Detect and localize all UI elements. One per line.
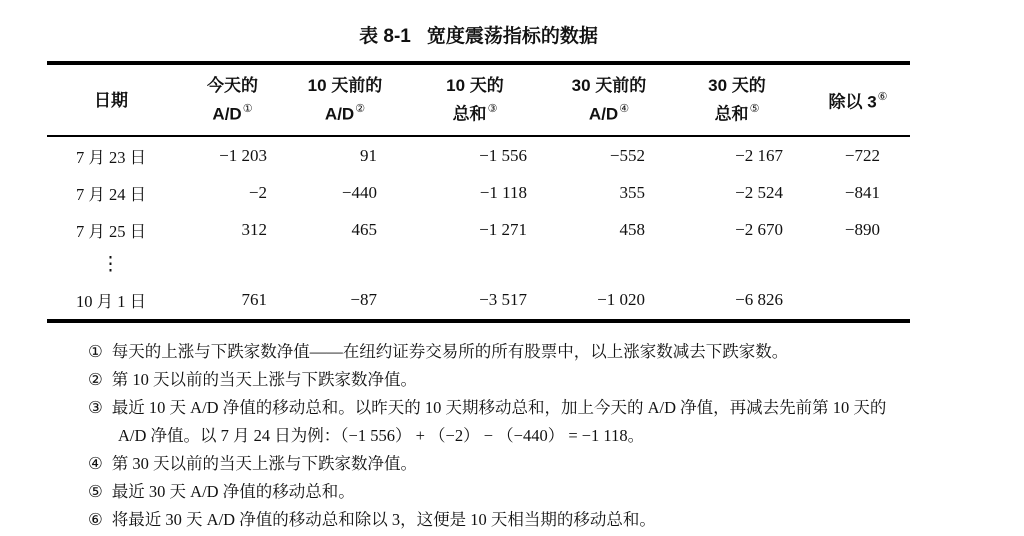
header-10days-ago-ad: 10 天前的 A/D② bbox=[290, 63, 400, 136]
cell-30days-ago-ad: −552 bbox=[609, 145, 645, 165]
table-row bbox=[47, 281, 910, 321]
cell-30days-ago-ad: −1 020 bbox=[597, 290, 645, 309]
cell-10day-sum: −1 118 bbox=[479, 182, 527, 202]
cell-date: 7 月 24 日 bbox=[75, 184, 147, 204]
table-row bbox=[47, 136, 910, 174]
footnote-2 bbox=[88, 366, 910, 394]
footnote-text: 最近 30 天 A/D 净值的移动总和。 bbox=[111, 482, 355, 501]
header-date: 日期 bbox=[47, 63, 175, 136]
breadth-oscillator-table bbox=[47, 61, 910, 323]
header-30days-ago-ad: 30 天前的 A/D④ bbox=[550, 63, 668, 136]
cell-empty bbox=[175, 248, 290, 281]
footnote-ref-6: ⑥ bbox=[877, 90, 888, 103]
cell-empty bbox=[550, 248, 668, 281]
footnote-marker: ③ bbox=[88, 398, 103, 417]
header-30day-sum: 30 天的 总和⑤ bbox=[668, 63, 806, 136]
cell-divided-by-3: −722 bbox=[844, 145, 880, 165]
footnote-text: 最近 10 天 A/D 净值的移动总和。以昨天的 10 天期移动总和，加上今天的 A/D 净值，再减去先前第 10 天的 A/D 净值。以 7 月 24 日为例：（−1 556） + （−2） − （−440） = −1 118。 bbox=[111, 398, 887, 445]
cell-divided-by-3: −890 bbox=[844, 219, 880, 239]
cell-30day-sum: −2 524 bbox=[735, 182, 783, 202]
footnote-ref-3: ③ bbox=[487, 103, 498, 116]
cell-empty bbox=[400, 248, 550, 281]
cell-divided-by-3: −841 bbox=[844, 182, 880, 202]
footnote-ref-5: ⑤ bbox=[749, 103, 760, 116]
footnote-ref-1: ① bbox=[242, 103, 253, 116]
header-today-ad: 今天的 A/D① bbox=[175, 63, 290, 136]
footnotes bbox=[88, 338, 910, 534]
cell-divided-by-3 bbox=[806, 281, 910, 321]
footnote-text: 将最近 30 天 A/D 净值的移动总和除以 3，这便是 10 天相当期的移动总和。 bbox=[111, 510, 656, 529]
header-divided-by-3: 除以 3⑥ bbox=[806, 63, 910, 136]
footnote-4 bbox=[88, 450, 910, 478]
page-title bbox=[47, 24, 910, 50]
cell-30days-ago-ad: 458 bbox=[619, 219, 645, 239]
cell-10days-ago-ad: 465 bbox=[351, 219, 377, 239]
cell-today-ad: 312 bbox=[241, 219, 267, 239]
cell-date: 7 月 23 日 bbox=[75, 147, 147, 167]
footnote-text: 第 30 天以前的当天上涨与下跌家数净值。 bbox=[111, 454, 418, 473]
cell-30days-ago-ad: 355 bbox=[619, 182, 645, 202]
header-row bbox=[47, 63, 910, 136]
cell-10days-ago-ad: −440 bbox=[341, 182, 377, 202]
cell-10day-sum: −1 271 bbox=[479, 219, 527, 239]
table-row bbox=[47, 211, 910, 248]
cell-today-ad: −2 bbox=[248, 182, 267, 202]
footnote-marker: ④ bbox=[88, 454, 103, 473]
cell-empty bbox=[668, 248, 806, 281]
table-number-label: 表 8-1 bbox=[359, 26, 411, 47]
footnote-marker: ② bbox=[88, 370, 103, 389]
footnote-3 bbox=[88, 394, 910, 450]
footnote-1 bbox=[88, 338, 910, 366]
cell-empty bbox=[290, 248, 400, 281]
cell-10days-ago-ad: 91 bbox=[360, 145, 377, 165]
cell-10day-sum: −1 556 bbox=[479, 145, 527, 165]
footnote-ref-4: ④ bbox=[619, 103, 630, 116]
cell-30day-sum: −2 670 bbox=[735, 219, 783, 239]
cell-today-ad: −1 203 bbox=[219, 145, 267, 165]
cell-30day-sum: −2 167 bbox=[735, 145, 783, 165]
cell-empty bbox=[806, 248, 910, 281]
ellipsis-row bbox=[47, 248, 910, 281]
footnote-text: 每天的上涨与下跌家数净值——在纽约证券交易所的所有股票中，以上涨家数减去下跌家数。 bbox=[111, 342, 789, 361]
cell-10day-sum: −3 517 bbox=[479, 290, 527, 309]
footnote-6 bbox=[88, 506, 910, 534]
footnote-marker: ⑥ bbox=[88, 510, 103, 529]
footnote-marker: ⑤ bbox=[88, 482, 103, 501]
table-title-text: 宽度震荡指标的数据 bbox=[426, 26, 598, 47]
footnote-5 bbox=[88, 478, 910, 506]
cell-30day-sum: −6 826 bbox=[735, 290, 783, 309]
cell-date: 10 月 1 日 bbox=[75, 292, 147, 311]
footnote-text: 第 10 天以前的当天上涨与下跌家数净值。 bbox=[111, 370, 418, 389]
vertical-ellipsis: ⋮ bbox=[101, 254, 121, 275]
cell-date: 7 月 25 日 bbox=[75, 221, 147, 241]
footnote-ref-2: ② bbox=[355, 103, 366, 116]
cell-10days-ago-ad: −87 bbox=[350, 290, 377, 309]
table-row bbox=[47, 174, 910, 211]
footnote-marker: ① bbox=[88, 342, 103, 361]
cell-today-ad: 761 bbox=[241, 290, 267, 309]
header-10day-sum: 10 天的 总和③ bbox=[400, 63, 550, 136]
